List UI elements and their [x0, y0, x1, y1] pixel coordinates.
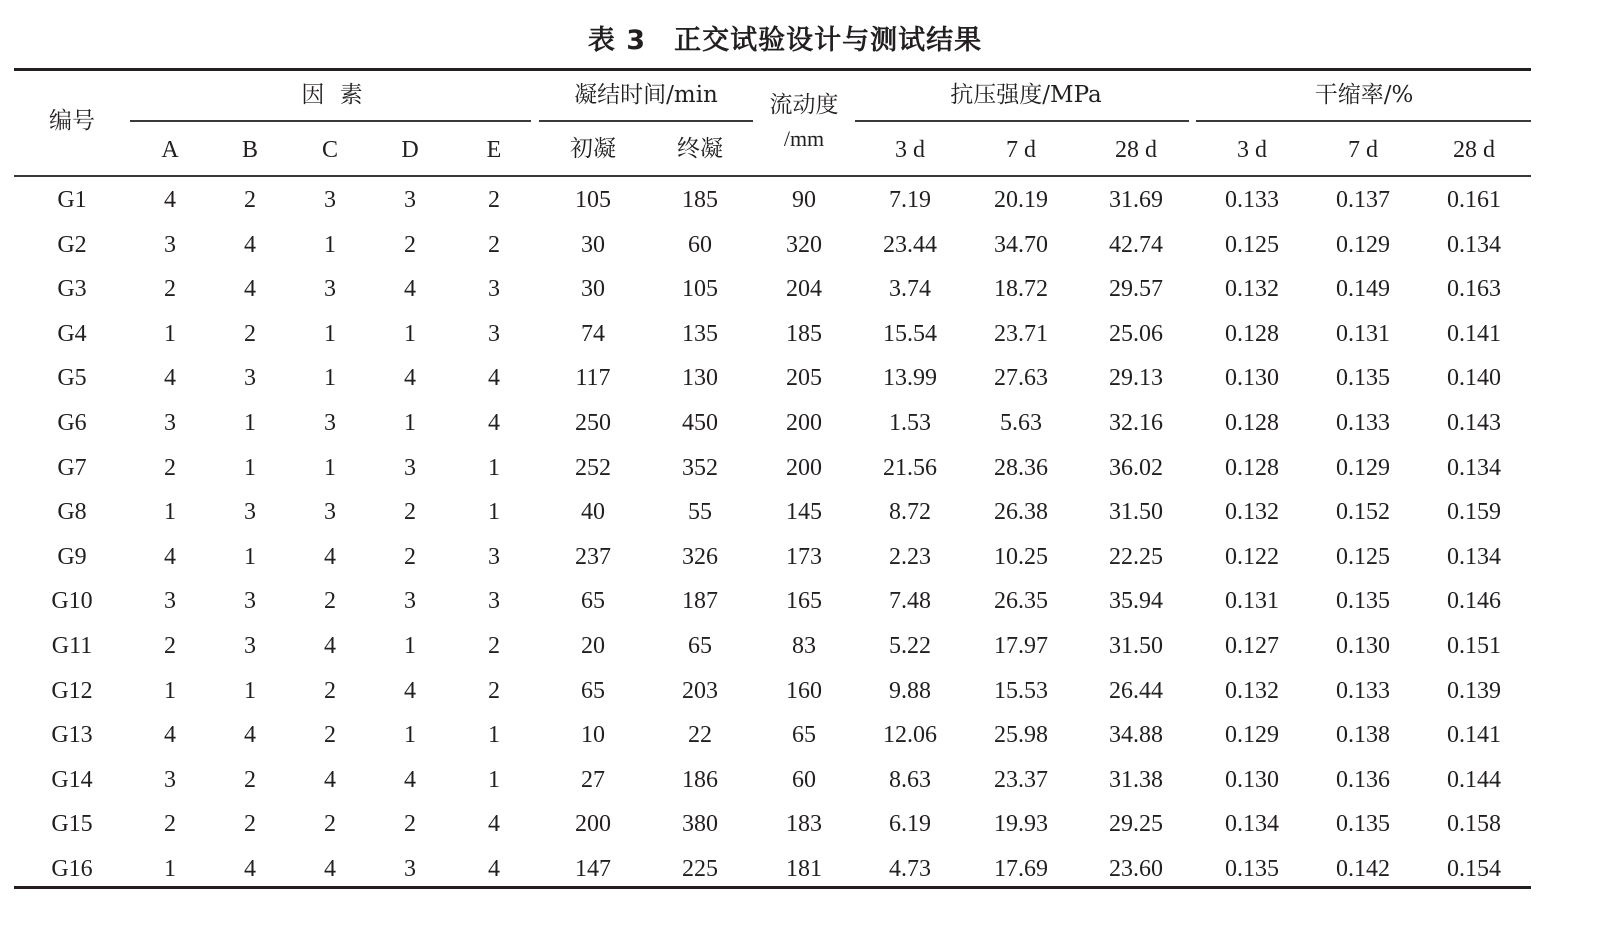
cell-factor-b: 2: [244, 187, 256, 213]
cell-factor-b: 3: [244, 633, 256, 659]
cell-shrink-28d: 0.161: [1447, 187, 1501, 213]
cell-fluidity: 60: [792, 766, 816, 793]
cell-id: G15: [51, 811, 93, 838]
cell-fluidity: 185: [786, 320, 822, 347]
cell-strength-28d: 26.44: [1109, 677, 1163, 704]
cell-factor-c: 1: [324, 320, 336, 347]
cell-shrink-3d: 0.134: [1225, 811, 1279, 838]
cell-factor-d: 3: [404, 187, 416, 213]
cell-initial-set: 65: [581, 677, 605, 704]
cell-factor-d: 4: [404, 766, 416, 793]
cell-factor-d: 2: [404, 499, 416, 526]
cell-factor-a: 1: [164, 320, 176, 347]
cell-factor-a: 1: [164, 677, 176, 704]
cell-shrink-3d: 0.129: [1225, 722, 1279, 749]
cell-factor-e: 4: [488, 365, 500, 392]
cell-strength-3d: 7.19: [889, 187, 931, 213]
cell-factor-d: 1: [404, 722, 416, 749]
cell-factor-a: 2: [164, 276, 176, 303]
cell-factor-c: 1: [324, 454, 336, 481]
cell-strength-28d: 31.50: [1109, 633, 1163, 659]
factors-subrule: [130, 120, 531, 122]
cell-factor-e: 1: [488, 766, 500, 793]
cell-factor-d: 3: [404, 588, 416, 615]
strength-subrule: [855, 120, 1189, 122]
cell-strength-7d: 17.97: [994, 633, 1048, 659]
cell-strength-3d: 8.63: [889, 766, 931, 793]
header-factors: 因 素: [301, 82, 367, 108]
cell-id: G13: [51, 722, 93, 749]
cell-factor-e: 4: [488, 811, 500, 838]
table-header-rule: [14, 175, 1531, 177]
cell-factor-a: 2: [164, 454, 176, 481]
cell-factor-a: 4: [164, 365, 176, 392]
cell-strength-28d: 31.50: [1109, 499, 1163, 526]
cell-initial-set: 237: [575, 543, 611, 570]
table-row: [0, 669, 1600, 713]
cell-strength-28d: 31.69: [1109, 187, 1163, 213]
cell-factor-d: 1: [404, 320, 416, 347]
cell-shrink-28d: 0.134: [1447, 543, 1501, 570]
shrinkage-subrule: [1196, 120, 1531, 122]
cell-factor-c: 4: [324, 543, 336, 570]
cell-id: G1: [57, 187, 87, 213]
cell-strength-3d: 1.53: [889, 410, 931, 436]
cell-id: G10: [51, 588, 93, 615]
cell-id: G9: [57, 543, 87, 570]
header-sub-strength-28d: 28 d: [1115, 137, 1157, 163]
cell-strength-28d: 29.25: [1109, 811, 1163, 838]
cell-shrink-28d: 0.141: [1447, 320, 1501, 347]
cell-factor-a: 4: [164, 722, 176, 749]
cell-strength-28d: 23.60: [1109, 856, 1163, 882]
cell-factor-b: 4: [244, 276, 256, 303]
cell-final-set: 380: [682, 811, 718, 838]
cell-strength-7d: 5.63: [1000, 410, 1042, 436]
header-sub-strength-3d: 3 d: [895, 137, 925, 163]
cell-shrink-28d: 0.151: [1447, 633, 1501, 659]
cell-factor-c: 3: [324, 499, 336, 526]
table-row: [0, 847, 1600, 891]
header-sub-strength-7d: 7 d: [1006, 137, 1036, 163]
cell-id: G14: [51, 766, 93, 793]
cell-factor-d: 1: [404, 410, 416, 436]
cell-shrink-3d: 0.130: [1225, 365, 1279, 392]
cell-initial-set: 147: [575, 856, 611, 882]
cell-strength-3d: 6.19: [889, 811, 931, 838]
cell-final-set: 187: [682, 588, 718, 615]
cell-shrink-7d: 0.149: [1336, 276, 1390, 303]
cell-final-set: 65: [688, 633, 712, 659]
table-row: [0, 178, 1600, 222]
cell-strength-28d: 22.25: [1109, 543, 1163, 570]
cell-fluidity: 183: [786, 811, 822, 838]
cell-factor-a: 1: [164, 856, 176, 882]
cell-strength-28d: 42.74: [1109, 231, 1163, 258]
cell-shrink-7d: 0.135: [1336, 811, 1390, 838]
table-row: [0, 802, 1600, 846]
cell-strength-7d: 27.63: [994, 365, 1048, 392]
cell-initial-set: 252: [575, 454, 611, 481]
cell-final-set: 135: [682, 320, 718, 347]
cell-shrink-7d: 0.135: [1336, 365, 1390, 392]
cell-shrink-7d: 0.136: [1336, 766, 1390, 793]
cell-factor-b: 2: [244, 320, 256, 347]
cell-strength-3d: 21.56: [883, 454, 937, 481]
cell-factor-d: 2: [404, 543, 416, 570]
cell-fluidity: 205: [786, 365, 822, 392]
cell-final-set: 22: [688, 722, 712, 749]
header-id: 编号: [49, 108, 95, 134]
header-sub-shrink-28d: 28 d: [1453, 137, 1495, 163]
cell-factor-c: 1: [324, 231, 336, 258]
cell-shrink-3d: 0.122: [1225, 543, 1279, 570]
table-top-rule: [14, 68, 1531, 71]
cell-fluidity: 90: [792, 187, 816, 213]
table-caption: [0, 18, 1570, 57]
cell-fluidity: 83: [792, 633, 816, 659]
cell-factor-b: 3: [244, 499, 256, 526]
table-row: [0, 401, 1600, 445]
cell-shrink-28d: 0.140: [1447, 365, 1501, 392]
cell-factor-d: 4: [404, 276, 416, 303]
table-row: [0, 758, 1600, 802]
cell-factor-b: 2: [244, 811, 256, 838]
cell-fluidity: 200: [786, 454, 822, 481]
cell-shrink-7d: 0.133: [1336, 677, 1390, 704]
cell-strength-3d: 4.73: [889, 856, 931, 882]
cell-factor-b: 4: [244, 231, 256, 258]
cell-shrink-3d: 0.128: [1225, 320, 1279, 347]
cell-strength-28d: 36.02: [1109, 454, 1163, 481]
cell-final-set: 130: [682, 365, 718, 392]
cell-shrink-7d: 0.135: [1336, 588, 1390, 615]
header-fluidity: 流动度: [769, 92, 839, 118]
table-row: [0, 713, 1600, 757]
cell-shrink-3d: 0.132: [1225, 499, 1279, 526]
cell-final-set: 186: [682, 766, 718, 793]
cell-initial-set: 10: [581, 722, 605, 749]
cell-strength-3d: 2.23: [889, 543, 931, 570]
cell-factor-b: 4: [244, 856, 256, 882]
cell-initial-set: 30: [581, 231, 605, 258]
cell-shrink-7d: 0.142: [1336, 856, 1390, 882]
cell-fluidity: 173: [786, 543, 822, 570]
cell-factor-e: 2: [488, 677, 500, 704]
header-sub-shrink-3d: 3 d: [1237, 137, 1267, 163]
cell-factor-b: 3: [244, 365, 256, 392]
cell-factor-a: 2: [164, 811, 176, 838]
cell-shrink-28d: 0.139: [1447, 677, 1501, 704]
table-title: 正交试验设计与测试结果: [674, 25, 983, 56]
cell-strength-3d: 5.22: [889, 633, 931, 659]
cell-strength-3d: 12.06: [883, 722, 937, 749]
table-row: [0, 579, 1600, 623]
cell-final-set: 225: [682, 856, 718, 882]
cell-shrink-3d: 0.128: [1225, 410, 1279, 436]
cell-factor-c: 4: [324, 766, 336, 793]
cell-shrink-7d: 0.138: [1336, 722, 1390, 749]
cell-strength-28d: 25.06: [1109, 320, 1163, 347]
cell-factor-a: 3: [164, 231, 176, 258]
cell-factor-c: 4: [324, 856, 336, 882]
header-sub-shrink-7d: 7 d: [1348, 137, 1378, 163]
header-sub-c: C: [321, 137, 339, 163]
header-sub-initial-set: 初凝: [570, 136, 616, 162]
cell-factor-e: 3: [488, 320, 500, 347]
table-bottom-rule: [14, 886, 1531, 889]
cell-shrink-3d: 0.135: [1225, 856, 1279, 882]
cell-shrink-3d: 0.132: [1225, 276, 1279, 303]
cell-strength-7d: 18.72: [994, 276, 1048, 303]
cell-strength-7d: 20.19: [994, 187, 1048, 213]
cell-factor-c: 2: [324, 811, 336, 838]
cell-fluidity: 145: [786, 499, 822, 526]
cell-initial-set: 20: [581, 633, 605, 659]
cell-strength-28d: 31.38: [1109, 766, 1163, 793]
cell-id: G7: [57, 454, 87, 481]
cell-id: G3: [57, 276, 87, 303]
cell-shrink-28d: 0.134: [1447, 454, 1501, 481]
cell-factor-e: 3: [488, 588, 500, 615]
cell-factor-d: 4: [404, 677, 416, 704]
cell-strength-3d: 7.48: [889, 588, 931, 615]
cell-final-set: 203: [682, 677, 718, 704]
header-sub-a: A: [161, 137, 179, 163]
cell-final-set: 105: [682, 276, 718, 303]
cell-factor-d: 3: [404, 454, 416, 481]
cell-factor-b: 1: [244, 410, 256, 436]
cell-factor-d: 2: [404, 231, 416, 258]
cell-shrink-28d: 0.141: [1447, 722, 1501, 749]
header-sub-e: E: [486, 137, 502, 163]
table-number: 表 3: [587, 25, 647, 56]
cell-initial-set: 200: [575, 811, 611, 838]
cell-final-set: 352: [682, 454, 718, 481]
cell-factor-a: 4: [164, 187, 176, 213]
cell-factor-e: 1: [488, 722, 500, 749]
cell-id: G11: [51, 633, 93, 659]
cell-strength-7d: 28.36: [994, 454, 1048, 481]
cell-fluidity: 200: [786, 410, 822, 436]
cell-id: G12: [51, 677, 93, 704]
cell-strength-28d: 32.16: [1109, 410, 1163, 436]
table-row: [0, 356, 1600, 400]
cell-factor-e: 4: [488, 410, 500, 436]
cell-shrink-28d: 0.143: [1447, 410, 1501, 436]
header-sub-b: B: [241, 137, 259, 163]
cell-final-set: 60: [688, 231, 712, 258]
cell-strength-28d: 29.13: [1109, 365, 1163, 392]
table-row: [0, 535, 1600, 579]
cell-strength-7d: 17.69: [994, 856, 1048, 882]
cell-strength-3d: 15.54: [883, 320, 937, 347]
cell-id: G5: [57, 365, 87, 392]
cell-strength-28d: 29.57: [1109, 276, 1163, 303]
cell-fluidity: 204: [786, 276, 822, 303]
cell-final-set: 185: [682, 187, 718, 213]
cell-factor-e: 2: [488, 187, 500, 213]
cell-shrink-28d: 0.159: [1447, 499, 1501, 526]
setting-time-subrule: [539, 120, 753, 122]
cell-strength-7d: 19.93: [994, 811, 1048, 838]
cell-factor-c: 4: [324, 633, 336, 659]
cell-id: G8: [57, 499, 87, 526]
cell-shrink-3d: 0.132: [1225, 677, 1279, 704]
cell-factor-e: 1: [488, 499, 500, 526]
cell-initial-set: 27: [581, 766, 605, 793]
cell-strength-7d: 15.53: [994, 677, 1048, 704]
cell-shrink-3d: 0.133: [1225, 187, 1279, 213]
cell-strength-7d: 26.38: [994, 499, 1048, 526]
cell-initial-set: 40: [581, 499, 605, 526]
cell-factor-a: 3: [164, 766, 176, 793]
cell-shrink-28d: 0.134: [1447, 231, 1501, 258]
cell-factor-a: 2: [164, 633, 176, 659]
cell-strength-3d: 13.99: [883, 365, 937, 392]
cell-strength-7d: 10.25: [994, 543, 1048, 570]
header-shrinkage: 干缩率/%: [1314, 82, 1414, 108]
cell-factor-c: 3: [324, 187, 336, 213]
cell-factor-e: 3: [488, 543, 500, 570]
cell-strength-3d: 23.44: [883, 231, 937, 258]
cell-shrink-3d: 0.127: [1225, 633, 1279, 659]
table-row: [0, 267, 1600, 311]
cell-initial-set: 117: [575, 365, 611, 392]
cell-initial-set: 30: [581, 276, 605, 303]
cell-fluidity: 320: [786, 231, 822, 258]
table-row: [0, 624, 1600, 668]
cell-factor-e: 3: [488, 276, 500, 303]
cell-shrink-3d: 0.125: [1225, 231, 1279, 258]
cell-shrink-28d: 0.154: [1447, 856, 1501, 882]
cell-shrink-7d: 0.133: [1336, 410, 1390, 436]
cell-fluidity: 181: [786, 856, 822, 882]
header-setting-time: 凝结时间/min: [574, 82, 718, 108]
cell-factor-b: 1: [244, 677, 256, 704]
cell-initial-set: 250: [575, 410, 611, 436]
cell-shrink-28d: 0.158: [1447, 811, 1501, 838]
cell-shrink-3d: 0.128: [1225, 454, 1279, 481]
cell-strength-7d: 23.37: [994, 766, 1048, 793]
cell-strength-28d: 34.88: [1109, 722, 1163, 749]
cell-factor-b: 2: [244, 766, 256, 793]
cell-factor-c: 3: [324, 276, 336, 303]
cell-strength-3d: 8.72: [889, 499, 931, 526]
cell-factor-d: 2: [404, 811, 416, 838]
cell-factor-e: 2: [488, 231, 500, 258]
cell-factor-c: 3: [324, 410, 336, 436]
cell-shrink-7d: 0.130: [1336, 633, 1390, 659]
cell-shrink-3d: 0.131: [1225, 588, 1279, 615]
cell-shrink-7d: 0.137: [1336, 187, 1390, 213]
cell-shrink-7d: 0.129: [1336, 454, 1390, 481]
cell-fluidity: 165: [786, 588, 822, 615]
cell-factor-d: 1: [404, 633, 416, 659]
cell-final-set: 450: [682, 410, 718, 436]
cell-strength-7d: 26.35: [994, 588, 1048, 615]
cell-factor-e: 4: [488, 856, 500, 882]
cell-factor-a: 1: [164, 499, 176, 526]
cell-shrink-28d: 0.146: [1447, 588, 1501, 615]
cell-shrink-7d: 0.125: [1336, 543, 1390, 570]
cell-factor-b: 1: [244, 454, 256, 481]
header-sub-d: D: [401, 137, 419, 163]
cell-factor-c: 2: [324, 677, 336, 704]
cell-factor-e: 2: [488, 633, 500, 659]
cell-shrink-7d: 0.129: [1336, 231, 1390, 258]
cell-fluidity: 65: [792, 722, 816, 749]
cell-shrink-3d: 0.130: [1225, 766, 1279, 793]
cell-factor-d: 4: [404, 365, 416, 392]
table-row: [0, 223, 1600, 267]
cell-strength-7d: 23.71: [994, 320, 1048, 347]
cell-strength-3d: 3.74: [889, 276, 931, 303]
cell-factor-a: 3: [164, 410, 176, 436]
cell-factor-c: 2: [324, 722, 336, 749]
table-row: [0, 490, 1600, 534]
cell-id: G4: [57, 320, 87, 347]
cell-shrink-7d: 0.152: [1336, 499, 1390, 526]
cell-factor-b: 1: [244, 543, 256, 570]
table-row: [0, 446, 1600, 490]
cell-initial-set: 74: [581, 320, 605, 347]
cell-strength-3d: 9.88: [889, 677, 931, 704]
cell-id: G2: [57, 231, 87, 258]
cell-strength-28d: 35.94: [1109, 588, 1163, 615]
cell-factor-e: 1: [488, 454, 500, 481]
cell-shrink-28d: 0.163: [1447, 276, 1501, 303]
cell-factor-a: 3: [164, 588, 176, 615]
cell-strength-7d: 25.98: [994, 722, 1048, 749]
table-row: [0, 312, 1600, 356]
header-fluidity-unit: /mm: [783, 126, 825, 151]
cell-factor-b: 3: [244, 588, 256, 615]
cell-final-set: 55: [688, 499, 712, 526]
header-sub-final-set: 终凝: [677, 136, 723, 162]
cell-factor-a: 4: [164, 543, 176, 570]
cell-id: G6: [57, 410, 87, 436]
cell-factor-b: 4: [244, 722, 256, 749]
cell-fluidity: 160: [786, 677, 822, 704]
cell-shrink-28d: 0.144: [1447, 766, 1501, 793]
cell-final-set: 326: [682, 543, 718, 570]
cell-initial-set: 65: [581, 588, 605, 615]
cell-id: G16: [51, 856, 93, 882]
cell-factor-c: 2: [324, 588, 336, 615]
cell-shrink-7d: 0.131: [1336, 320, 1390, 347]
cell-factor-d: 3: [404, 856, 416, 882]
cell-initial-set: 105: [575, 187, 611, 213]
cell-factor-c: 1: [324, 365, 336, 392]
cell-strength-7d: 34.70: [994, 231, 1048, 258]
header-compressive-strength: 抗压强度/MPa: [950, 82, 1102, 108]
